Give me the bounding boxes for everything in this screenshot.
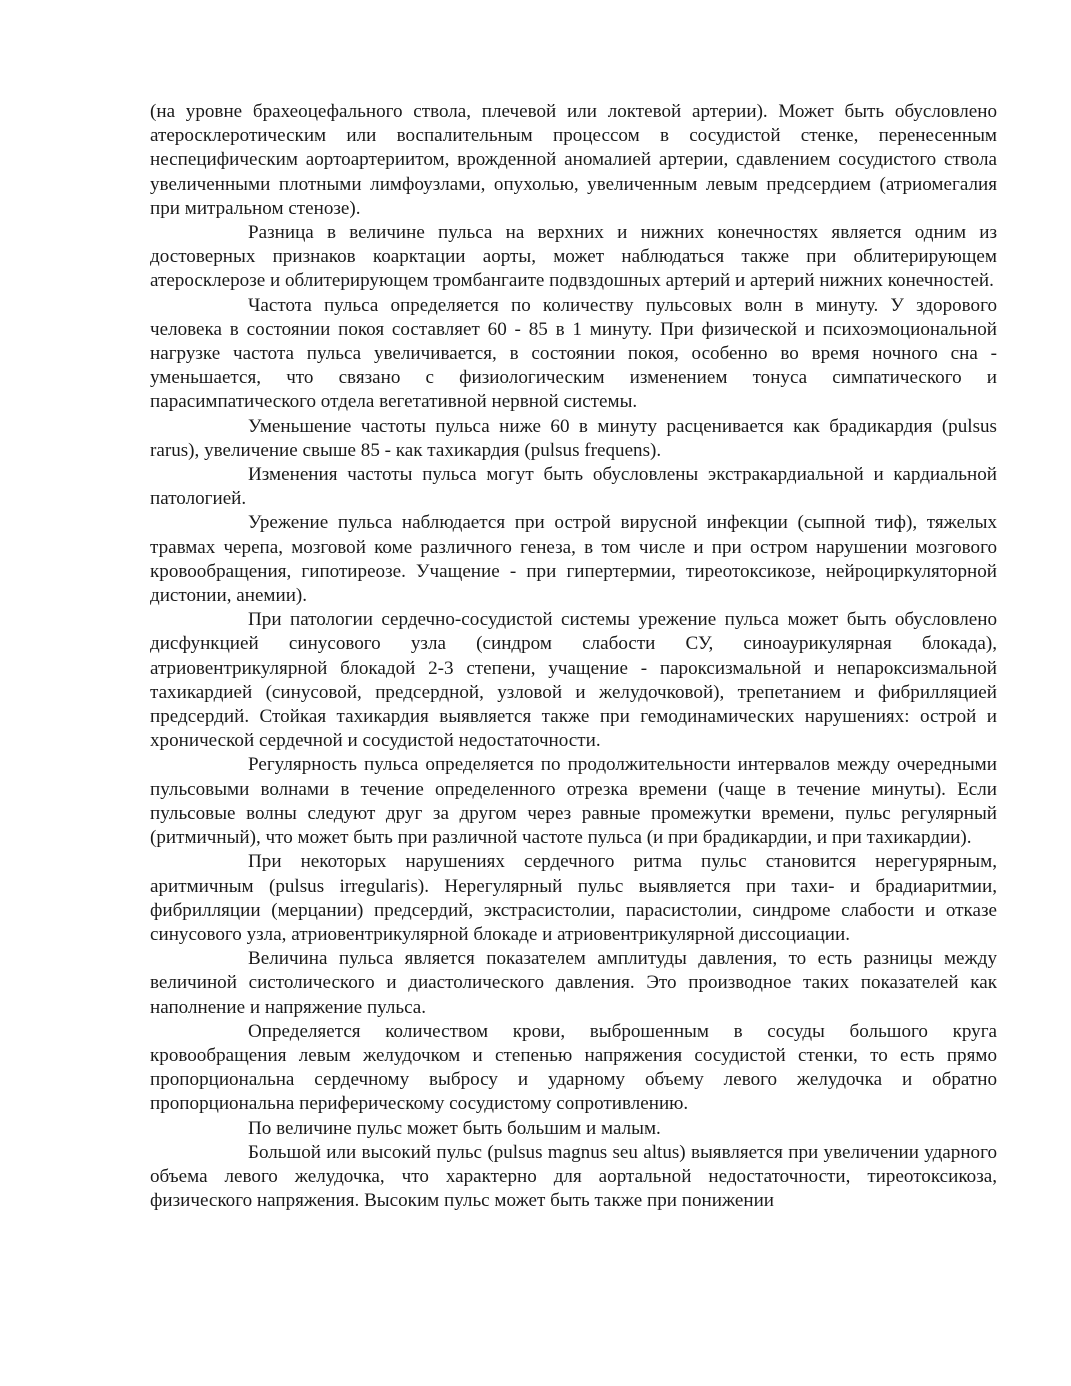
paragraph: Урежение пульса наблюдается при острой вирусной инфекции (сыпной тиф), тяжелых травмах черепа, мозговой коме различного генеза, в том числе и при остром нарушении мозгового кровообращения, гипотиреозе. Учащение - при гипертермии, тиреотоксикозе, нейроциркуляторной дистонии, анемии). [150,512,997,607]
paragraph: По величине пульс может быть большим и малым. [248,1117,661,1139]
paragraph: Определяется количеством крови, выброшенным в сосуды большого круга кровообращения левым желудочком и степенью напряжения сосудистой стенки, то есть прямо пропорциональна сердечному выбросу и ударному объему левого желудочка и обратно пропорциональна периферическому сосудистому сопротивлению. [150,1020,997,1115]
paragraph: Величина пульса является показателем амплитуды давления, то есть разницы между величиной систолического и диастолического давления. Это производное таких показателей как наполнение и напряжение пульса. [150,948,997,1018]
paragraph: Большой или высокий пульс (pulsus magnus seu altus) выявляется при увеличении ударного объема левого желудочка, что характерно для аортальной недостаточности, тиреотоксикоза, физического напряжения. Высоким пульс может быть также при понижении [150,1141,997,1212]
paragraph: При патологии сердечно-сосудистой системы урежение пульса может быть обусловлено дисфункцией синусового узла (синдром слабости СУ, синоаурикулярная блокада), атриовентрикулярной блокадой 2-3 степени, учащение - пароксизмальной и непароксизмальной тахикардией (синусовой, предсердной, узловой и желудочковой), трепетанием и фибрилляцией предсердий. Стойкая тахикардия выявляется также при гемодинамических нарушениях: острой и хронической сердечной и сосудистой недостаточности. [150,609,997,752]
paragraph: (на уровне брахеоцефального ствола, плечевой или локтевой артерии). Может быть обусловлено атеросклеротическим или воспалительным процессом в сосудистой стенке, перенесенным неспецифическим аортоартериитом, врожденной аномалией артерии, сдавлением сосудистого ствола увеличенными плотными лимфоузлами, опухолью, увеличенным левым предсердием (атриомегалия при митральном стенозе). [150,101,997,219]
paragraph: Регулярность пульса определяется по продолжительности интервалов между очередными пульсовыми волнами в течение определенного отрезка времени (чаще в течение минуты). Если пульсовые волны следуют друг за другом через равные промежутки времени, пульс регулярный (ритмичный), что может быть при различной частоте пульса (и при брадикардии, и при тахикардии). [150,754,997,849]
paragraph: Разница в величине пульса на верхних и нижних конечностях является одним из достоверных признаков коарктации аорты, может наблюдаться также при облитерирующем атеросклерозе и облитерирующем тромбангаите подвздошных артерий и артерий нижних конечностей. [150,222,997,292]
paragraph: При некоторых нарушениях сердечного ритма пульс становится нерегурярным, аритмичным (pulsus irregularis). Нерегулярный пульс выявляется при тахи- и брадиаритмии, фибрилляции (мерцании) предсердий, экстрасистолии, парасистолии, синдроме слабости и отказе синусового узла, атриовентрикулярной блокаде и атриовентрикулярной диссоциации. [150,851,997,945]
paragraph: Уменьшение частоты пульса ниже 60 в минуту расценивается как брадикардия (pulsus rarus), увеличение свыше 85 - как тахикардия (pulsus frequens). [150,415,997,461]
document-page [150,100,997,1213]
paragraph: Изменения частоты пульса могут быть обусловлены экстракардиальной и кардиальной патологией. [150,464,997,510]
paragraph: Частота пульса определяется по количеству пульсовых волн в минуту. У здорового человека в состоянии покоя составляет 60 - 85 в 1 минуту. При физической и психоэмоциональной нагрузке частота пульса увеличивается, в состоянии покоя, особенно во время ночного сна - уменьшается, что связано с физиологическим изменением тонуса симпатического и парасимпатического отдела вегетативной нервной системы. [150,294,997,413]
